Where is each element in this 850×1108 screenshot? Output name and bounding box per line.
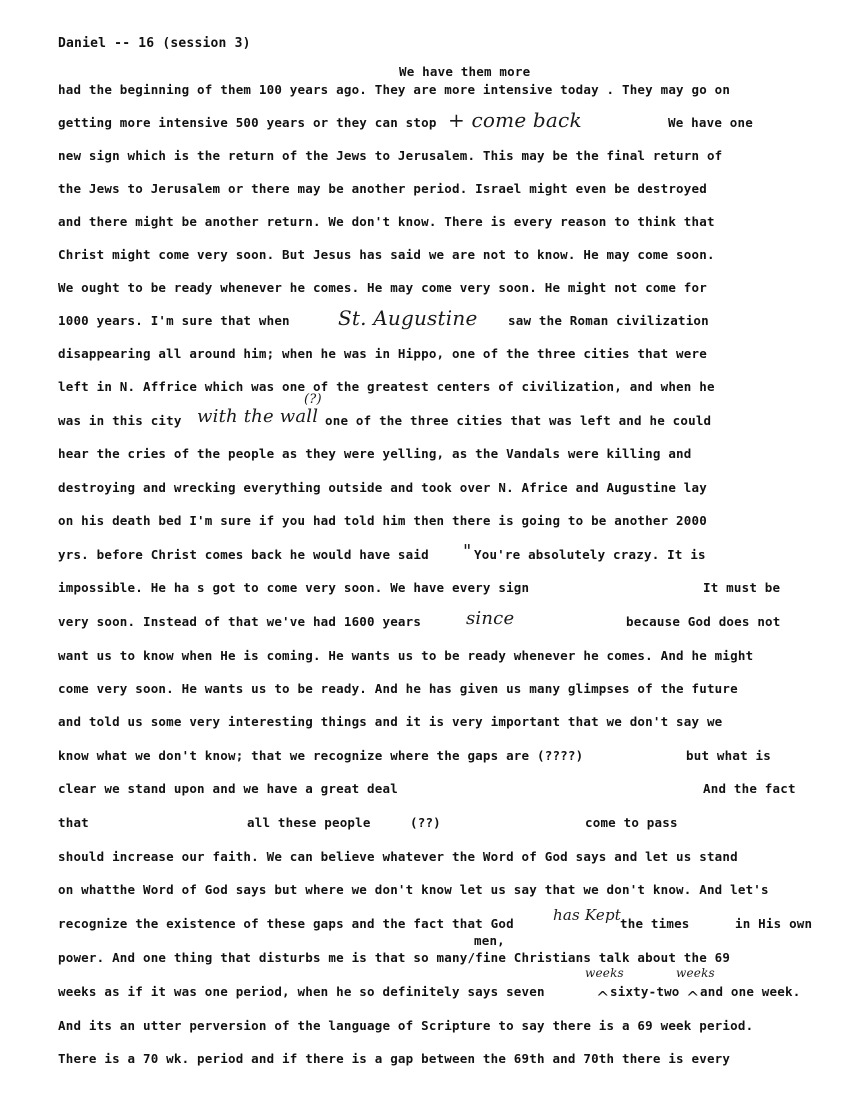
- handwritten-query: (?): [304, 392, 322, 407]
- page-header: Daniel -- 16 (session 3): [58, 36, 251, 51]
- text-line: very soon. Instead of that we've had 1600 years: [58, 614, 422, 629]
- handwritten-annotation: has Kept: [553, 906, 621, 924]
- text-line-segment: all these people: [247, 815, 371, 830]
- handwritten-annotation: weeks: [676, 966, 715, 980]
- text-line: come very soon. He wants us to be ready. And he has given us many glimpses of the future: [58, 681, 738, 696]
- text-line: recognize the existence of these gaps and the fact that God: [58, 916, 514, 931]
- text-line: power. And one thing that disturbs me is that so many/fine Christians talk about the 69: [58, 950, 731, 965]
- text-line: that: [58, 815, 89, 830]
- insertion-caret: ^: [596, 988, 610, 1007]
- text-line: left in N. Affrice which was one of the greatest centers of civilization, and when he: [58, 379, 715, 394]
- typed-insertion: men,: [474, 933, 505, 948]
- handwritten-annotation: + come back: [448, 108, 582, 132]
- text-line: the Jews to Jerusalem or there may be another period. Israel might even be destroyed: [58, 181, 707, 196]
- text-line-segment: You're absolutely crazy. It is: [474, 547, 706, 562]
- text-line: and told us some very interesting things and it is very important that we don't say we: [58, 714, 723, 729]
- typed-insertion: We have them more: [399, 64, 531, 79]
- text-line: Christ might come very soon. But Jesus has said we are not to know. He may come soon.: [58, 247, 715, 262]
- text-line: was in this city: [58, 413, 182, 428]
- text-line: impossible. He ha s got to come very soon. We have every sign: [58, 580, 530, 595]
- text-line: should increase our faith. We can believe whatever the Word of God says and let us stand: [58, 849, 738, 864]
- text-line: on his death bed I'm sure if you had told him then there is going to be another 2000: [58, 513, 707, 528]
- text-line: new sign which is the return of the Jews to Jerusalem. This may be the final return of: [58, 148, 723, 163]
- text-line: had the beginning of them 100 years ago. They are more intensive today . They may go on: [58, 82, 731, 97]
- text-line: There is a 70 wk. period and if there is a gap between the 69th and 70th there is every: [58, 1051, 731, 1066]
- text-line-segment: one of the three cities that was left and he could: [325, 413, 712, 428]
- text-line-segment: We have one: [668, 115, 753, 130]
- text-line-segment: but what is: [686, 748, 771, 763]
- text-line-segment: in His own: [735, 916, 813, 931]
- text-line: hear the cries of the people as they were yelling, as the Vandals were killing and: [58, 446, 692, 461]
- text-line: yrs. before Christ comes back he would have said: [58, 547, 429, 562]
- text-line-segment: It must be: [703, 580, 781, 595]
- text-line-segment: saw the Roman civilization: [508, 313, 709, 328]
- handwritten-annotation: since: [466, 608, 515, 629]
- text-line-segment: come to pass: [585, 815, 678, 830]
- text-line-segment: the times: [620, 916, 690, 931]
- text-line: weeks as if it was one period, when he so definitely says seven: [58, 984, 545, 999]
- text-line: and there might be another return. We don't know. There is every reason to think that: [58, 214, 715, 229]
- text-line: disappearing all around him; when he was in Hippo, one of the three cities that were: [58, 346, 707, 361]
- text-line-segment: And the fact: [703, 781, 796, 796]
- handwritten-annotation: St. Augustine: [338, 306, 478, 330]
- text-line-segment: (??): [410, 815, 441, 830]
- text-line: want us to know when He is coming. He wants us to be ready whenever he comes. And he might: [58, 648, 754, 663]
- text-line: 1000 years. I'm sure that when: [58, 313, 290, 328]
- text-line: And its an utter perversion of the language of Scripture to say there is a 69 week period.: [58, 1018, 754, 1033]
- text-line: getting more intensive 500 years or they can stop: [58, 115, 437, 130]
- text-line-segment: because God does not: [626, 614, 781, 629]
- text-line: clear we stand upon and we have a great deal: [58, 781, 398, 796]
- text-line: on whatthe Word of God says but where we don't know let us say that we don't know. And let's: [58, 882, 769, 897]
- text-line: We ought to be ready whenever he comes. He may come very soon. He might not come for: [58, 280, 707, 295]
- handwritten-annotation: weeks: [585, 966, 624, 980]
- handwritten-quote-mark: ": [463, 541, 472, 562]
- insertion-caret: ^: [686, 988, 700, 1007]
- text-line-segment: sixty-two: [610, 984, 680, 999]
- text-line: know what we don't know; that we recognize where the gaps are (????): [58, 748, 584, 763]
- handwritten-annotation: with the wall: [197, 406, 319, 427]
- text-line: destroying and wrecking everything outside and took over N. Africe and Augustine lay: [58, 480, 707, 495]
- text-line-segment: and one week.: [700, 984, 801, 999]
